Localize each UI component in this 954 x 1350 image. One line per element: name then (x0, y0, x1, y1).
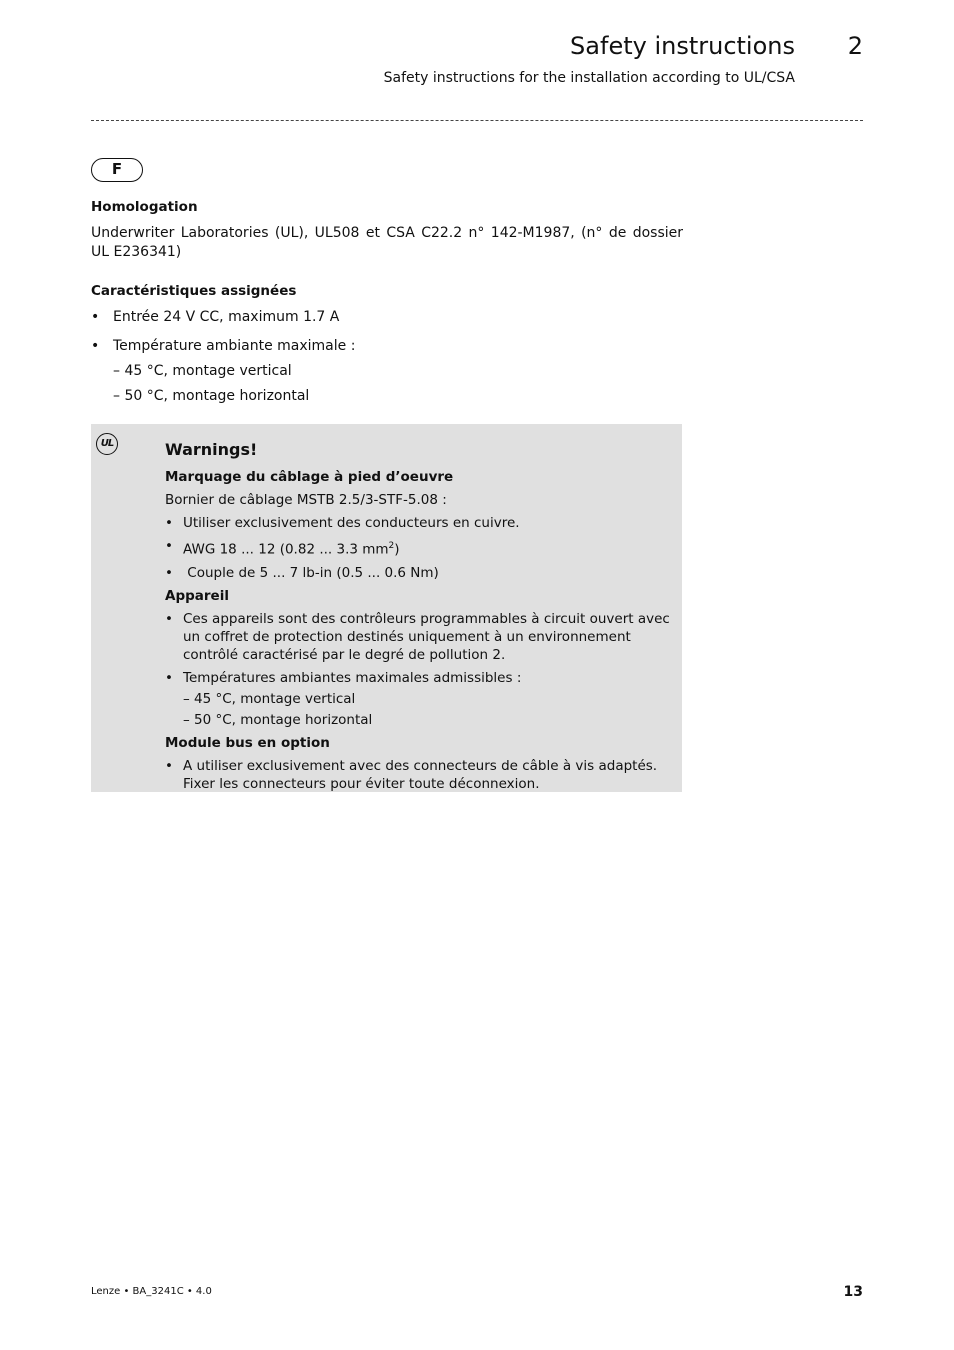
wiring-item-2: AWG 18 ... 12 (0.82 ... 3.3 mm (183, 541, 389, 558)
page-title: Safety instructions (570, 32, 795, 60)
device-list (165, 610, 677, 729)
footer-doc-id: Lenze • BA_3241C • 4.0 (91, 1286, 212, 1297)
page-subtitle: Safety instructions for the installation according to UL/CSA (383, 70, 795, 86)
list-item (165, 564, 677, 582)
wiring-list (165, 514, 677, 582)
wiring-heading: Marquage du câblage à pied d’oeuvre (165, 469, 454, 485)
warning-heading: Warnings! (165, 440, 258, 459)
ul-mark-icon: UL (96, 433, 118, 455)
device-item-1: Ces appareils sont des contrôleurs programmables à circuit ouvert avec un coffret de protection destinés uniquement à un environnement contrôlé caractérisé par le degré de pollution 2. (183, 610, 670, 663)
ratings-item-2: Température ambiante maximale : (113, 338, 356, 354)
list-item (91, 337, 683, 406)
homologation-text: Underwriter Laboratories (UL), UL508 et CSA C22.2 n° 142-M1987, (n° de dossier UL E236341) (91, 225, 683, 260)
device-item-2-dash-1: – 45 °C, montage vertical (183, 690, 356, 707)
wiring-intro: Bornier de câblage MSTB 2.5/3-STF-5.08 : (165, 492, 447, 508)
bus-item-1: A utiliser exclusivement avec des connecteurs de câble à vis adaptés. Fixer les connecteurs pour éviter toute déconnexion. (183, 757, 658, 792)
ratings-item-2-dash-2: – 50 °C, montage horizontal (113, 388, 310, 404)
ratings-item-2-dash-1: – 45 °C, montage vertical (113, 363, 292, 379)
device-item-2-dash-2: – 50 °C, montage horizontal (183, 711, 373, 728)
language-badge: F (91, 158, 143, 182)
page-number: 13 (843, 1284, 863, 1300)
wiring-item-3: Couple de 5 ... 7 lb-in (0.5 ... 0.6 Nm) (183, 564, 439, 581)
bus-heading: Module bus en option (165, 734, 330, 751)
chapter-number: 2 (847, 32, 863, 60)
ratings-item-1: Entrée 24 V CC, maximum 1.7 A (113, 309, 340, 325)
list-item (165, 514, 677, 532)
header-divider (91, 120, 863, 121)
main-content (91, 198, 683, 416)
list-item (91, 308, 683, 327)
ratings-list (91, 308, 683, 406)
bus-list (165, 757, 677, 793)
wiring-item-1: Utiliser exclusivement des conducteurs en cuivre. (183, 515, 520, 531)
device-heading: Appareil (165, 587, 229, 604)
list-item (165, 537, 677, 559)
list-item (165, 669, 677, 729)
list-item (165, 757, 677, 793)
device-item-2: Températures ambiantes maximales admissibles : (183, 669, 522, 686)
wiring-item-2-suffix: ) (394, 541, 400, 558)
ratings-heading: Caractéristiques assignées (91, 283, 297, 299)
list-item (165, 610, 677, 664)
warning-content (165, 440, 677, 798)
homologation-heading: Homologation (91, 199, 198, 215)
wiring-item-2-superscript: 2 (388, 541, 395, 551)
